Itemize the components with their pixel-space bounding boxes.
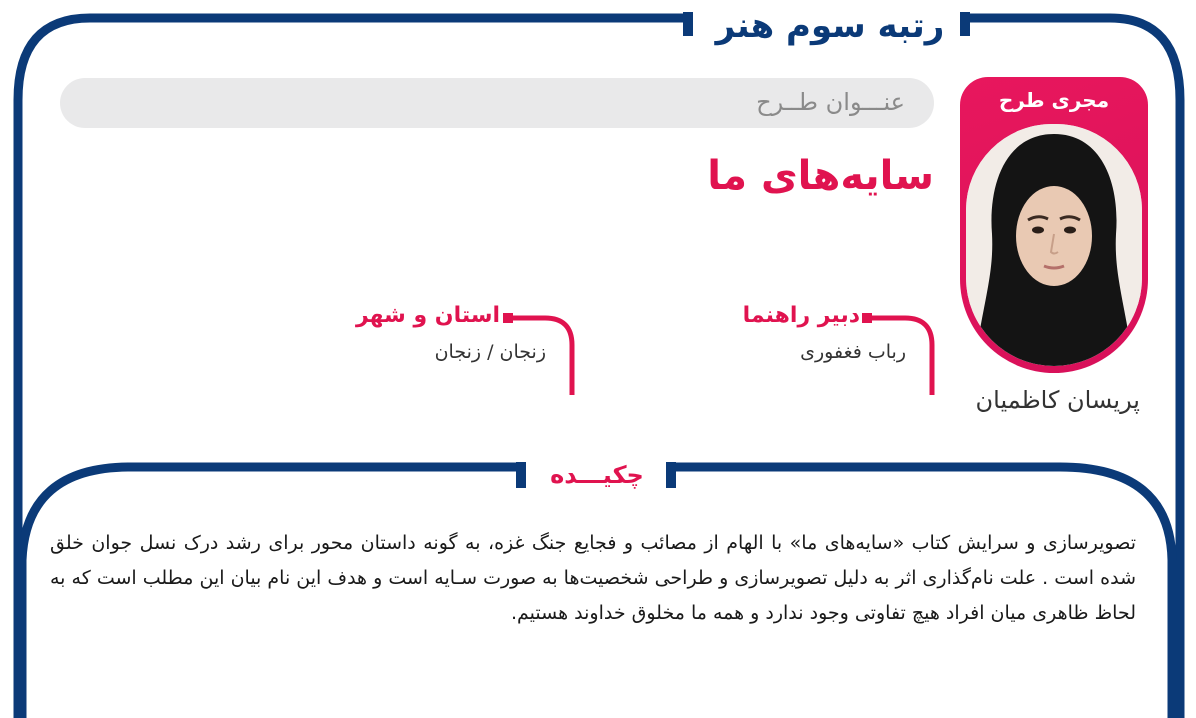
abstract-frame-cap-right xyxy=(666,462,676,488)
top-frame-cap-left xyxy=(683,12,693,36)
advisor-name: رباب فغفوری xyxy=(800,341,906,363)
location-value: زنجان / زنجان xyxy=(434,341,546,363)
presenter-name: پریسان کاظمیان xyxy=(975,386,1140,414)
top-frame-cap-right xyxy=(960,12,970,36)
project-name: سایه‌های ما xyxy=(707,153,934,199)
project-title-label: عنـــوان طــرح xyxy=(756,88,905,116)
abstract-frame-cap-left xyxy=(516,462,526,488)
presenter-photo xyxy=(966,124,1142,366)
advisor-label: دبیر راهنما xyxy=(742,303,860,328)
advisor-bracket-cap xyxy=(862,313,872,323)
abstract-text: تصویرسازی و سرایش کتاب «سایه‌های ما» با الهام از مصائب و فجایع جنگ غزه، به گونه داستان محور برای رشد درک نسل جوان خلق شده است . علت نام‌گذاری اثر به دلیل تصویرسازی و طراحی شخصیت‌ها به صورت سـایه است و هدف این نام بیان این مطلب است که به لحاظ ظاهری میان افراد هیچ تفاوتی وجود ندارد و همه ما مخلوق خداوند هستیم. xyxy=(50,532,1136,624)
location-bracket-cap xyxy=(503,313,513,323)
presenter-portrait-graphic xyxy=(966,124,1142,366)
rank-title: رتبه سوم هنر xyxy=(700,2,960,50)
presenter-label: مجری طرح xyxy=(998,88,1110,112)
abstract-title: چکیـــده xyxy=(530,455,664,495)
location-label: استان و شهر xyxy=(355,303,500,328)
